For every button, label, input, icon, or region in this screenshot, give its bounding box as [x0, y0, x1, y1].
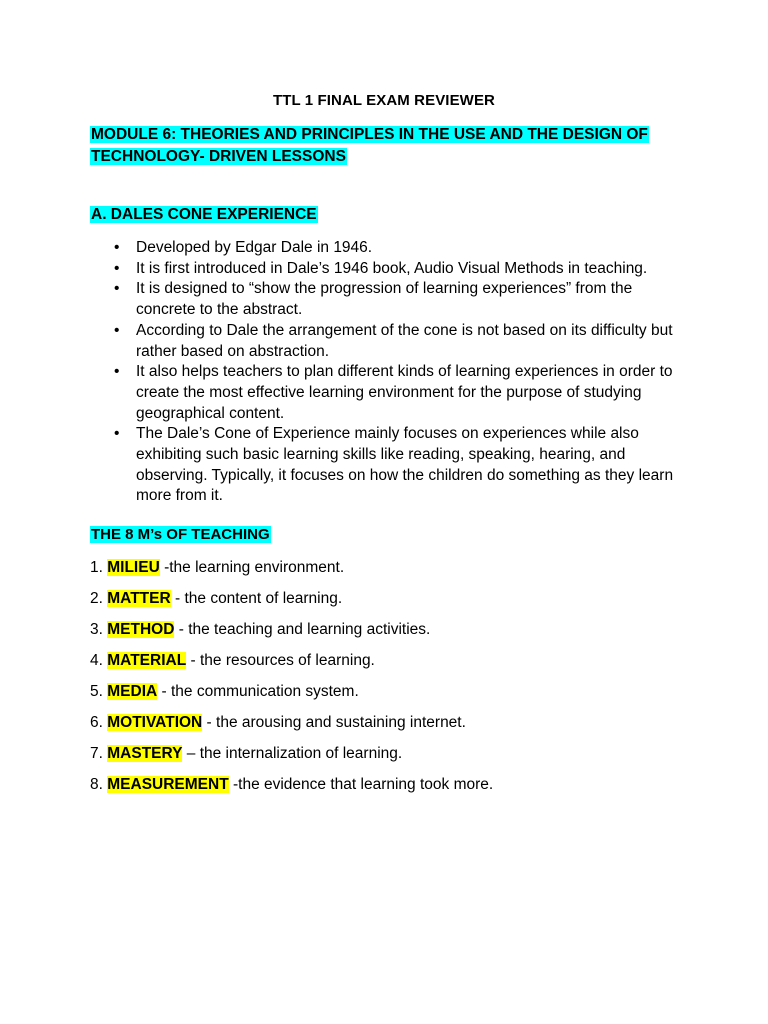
- item-number: 8.: [90, 776, 103, 793]
- bullet-item: [90, 424, 690, 507]
- item-number: 4.: [90, 652, 103, 669]
- list-item: [90, 774, 710, 805]
- item-number: 1.: [90, 559, 103, 576]
- document-title: TTL 1 FINAL EXAM REVIEWER: [273, 92, 495, 109]
- dales-cone-bullet-list: [90, 238, 690, 507]
- item-term: MASTERY: [107, 745, 183, 762]
- list-item: [90, 650, 710, 681]
- item-number: 6.: [90, 714, 103, 731]
- bullet-text: It is first introduced in Dale’s 1946 book, Audio Visual Methods in teaching.: [136, 259, 648, 277]
- bullet-item: [90, 238, 690, 259]
- item-number: 2.: [90, 590, 103, 607]
- module-title: [90, 124, 690, 168]
- item-description: - the teaching and learning activities.: [174, 621, 431, 638]
- bullet-item: [90, 321, 690, 362]
- item-description: -the learning environment.: [159, 559, 345, 576]
- bullet-icon: •: [114, 363, 120, 381]
- item-term: MATTER: [107, 590, 171, 607]
- section-heading-8ms-text: THE 8 M’s OF TEACHING: [91, 526, 270, 543]
- item-description: – the internalization of learning.: [182, 745, 403, 762]
- bullet-icon: •: [114, 280, 120, 298]
- item-number: 3.: [90, 621, 103, 638]
- item-term: MOTIVATION: [107, 714, 203, 731]
- list-item: [90, 557, 710, 588]
- section-heading-dales-cone: [90, 206, 318, 224]
- item-number: 7.: [90, 745, 103, 762]
- bullet-text: It also helps teachers to plan different kinds of learning experiences in order to create the most effective learning environment for the purpose of studying geographical content.: [136, 363, 673, 422]
- list-item: [90, 712, 710, 743]
- bullet-icon: •: [114, 321, 120, 339]
- list-item: [90, 588, 710, 619]
- item-description: - the communication system.: [157, 683, 359, 700]
- item-description: - the resources of learning.: [186, 652, 375, 669]
- item-number: 5.: [90, 683, 103, 700]
- module-title-line-2: TECHNOLOGY- DRIVEN LESSONS: [91, 148, 346, 165]
- bullet-text: It is designed to “show the progression of learning experiences” from the concrete to the abstract.: [136, 280, 633, 319]
- bullet-icon: •: [114, 425, 120, 443]
- item-term: METHOD: [107, 621, 175, 638]
- item-term: MATERIAL: [107, 652, 187, 669]
- bullet-item: [90, 362, 690, 424]
- bullet-icon: •: [114, 259, 120, 277]
- eight-ms-list: [90, 557, 710, 805]
- bullet-text: According to Dale the arrangement of the cone is not based on its difficulty but rather based on abstraction.: [136, 321, 673, 360]
- bullet-text: The Dale’s Cone of Experience mainly focuses on experiences while also exhibiting such basic learning skills like reading, speaking, hearing, and observing. Typically, it focuses on how the children do something as they learn more from it.: [136, 425, 674, 505]
- item-term: MILIEU: [107, 559, 160, 576]
- item-term: MEASUREMENT: [107, 776, 229, 793]
- list-item: [90, 619, 710, 650]
- item-description: -the evidence that learning took more.: [228, 776, 494, 793]
- item-description: - the arousing and sustaining internet.: [202, 714, 466, 731]
- list-item: [90, 743, 710, 774]
- item-term: MEDIA: [107, 683, 158, 700]
- bullet-text: Developed by Edgar Dale in 1946.: [136, 239, 373, 256]
- module-title-line-1: MODULE 6: THEORIES AND PRINCIPLES IN THE USE AND THE DESIGN OF: [91, 126, 648, 143]
- list-item: [90, 681, 710, 712]
- section-heading-dales-cone-text: A. DALES CONE EXPERIENCE: [91, 206, 317, 223]
- bullet-item: [90, 259, 690, 280]
- bullet-icon: •: [114, 239, 120, 256]
- bullet-item: [90, 279, 690, 320]
- section-heading-8ms: [90, 526, 271, 543]
- item-description: - the content of learning.: [170, 590, 343, 607]
